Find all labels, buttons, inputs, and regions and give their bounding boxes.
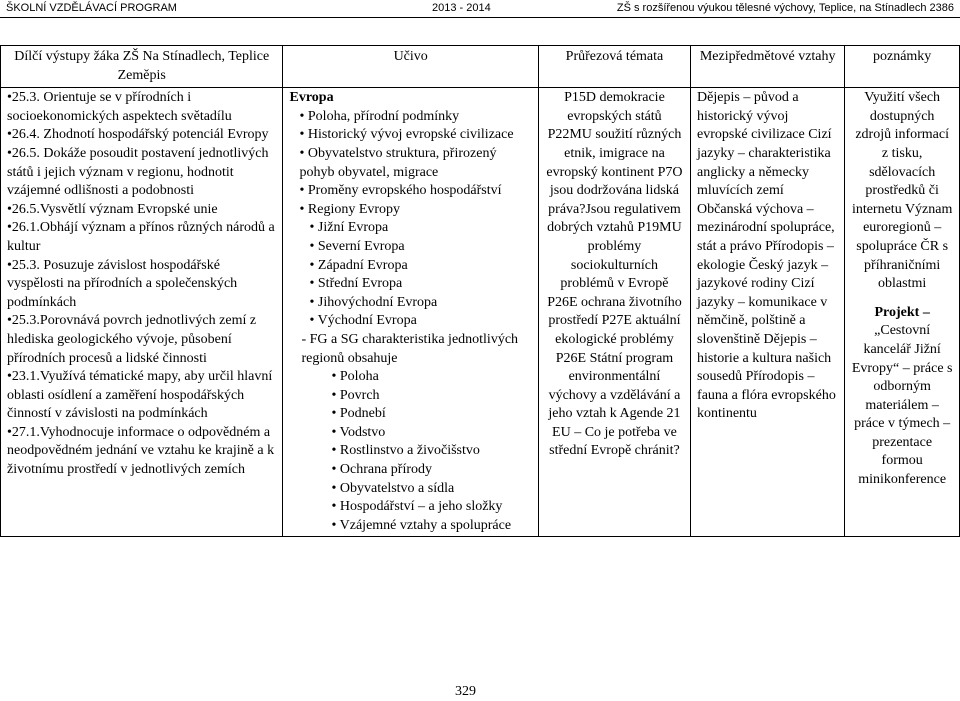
- header-school-year: 2013 - 2014: [432, 2, 491, 14]
- curriculum-table: [0, 45, 960, 537]
- header-notes: poznámky: [845, 46, 960, 88]
- header-curriculum: Učivo: [283, 46, 538, 88]
- table-row: [1, 88, 960, 537]
- outcome-item: •25.3.Porovnává povrch jednotlivých zemí z hlediska geologického vývoje, působení přírodních procesů a lidské činnosti: [7, 313, 257, 366]
- region-item: • Jihovýchodní Evropa: [289, 294, 531, 313]
- outcome-item: •25.3. Orientuje se v přírodních i socioekonomických aspektech světadílu: [7, 90, 232, 124]
- content-item: • Hospodářství – a jeho složky: [289, 498, 531, 517]
- content-item: • Obyvatelstvo a sídla: [289, 480, 531, 499]
- table-header-row: [1, 46, 960, 88]
- content-item: • Povrch: [289, 387, 531, 406]
- content-item: • Vodstvo: [289, 424, 531, 443]
- region-item: • Západní Evropa: [289, 257, 531, 276]
- curriculum-bullet: • Proměny evropského hospodářství: [289, 182, 531, 201]
- curriculum-bullet: • Regiony Evropy: [289, 201, 531, 220]
- cross-subject-cell: Dějepis – původ a historický vývoj evropské civilizace Cizí jazyky – charakteristika anglicky a německy mluvících zemí Občanská výchova – mezinárodní spolupráce, stát a právo Přírodopis – ekologie Český jazyk – jazykové rodiny Cizí jazyky – komunikace v němčině, polštině a slovenštině Dějepis – historie a kultura našich sousedů Přírodopis – fauna a flóra evropského kontinentu: [691, 88, 845, 537]
- outcome-item: •27.1.Vyhodnocuje informace o odpovědném a neodpovědném jednání ve vztahu ke krajině a k životnímu prostředí v jednotlivých zemích: [7, 424, 275, 478]
- outcomes-cell: [1, 88, 283, 537]
- outcome-item: •26.5.Vysvětlí význam Evropské unie: [7, 201, 218, 217]
- content-item: • Ochrana přírody: [289, 461, 531, 480]
- curriculum-title: Evropa: [289, 90, 334, 106]
- notes-text: Využití všech dostupných zdrojů informací z tisku, sdělovacích prostředků či internetu Význam euroregionů – spolupráce ČR s příhraničními oblastmi: [851, 90, 953, 292]
- curriculum-bullet: • Poloha, přírodní podmínky: [289, 108, 531, 127]
- region-item: • Severní Evropa: [289, 238, 531, 257]
- header-cross-themes: Průřezová témata: [538, 46, 690, 88]
- region-characteristics-line: - FG a SG charakteristika jednotlivých regionů obsahuje: [301, 331, 519, 366]
- header-divider: [0, 17, 960, 18]
- content-item: • Rostlinstvo a živočišstvo: [289, 442, 531, 461]
- content-item: • Poloha: [289, 368, 531, 387]
- page-number: 329: [455, 684, 476, 699]
- content-item: • Podnebí: [289, 405, 531, 424]
- outcome-item: •23.1.Využívá tématické mapy, aby určil hlavní oblasti osídlení a zaměření hospodářských činností v závislosti na podmínkách: [7, 369, 273, 422]
- notes-cell: [845, 88, 960, 537]
- header-cross-subject: Mezipředmětové vztahy: [691, 46, 845, 88]
- project-label: Projekt –: [874, 304, 930, 320]
- curriculum-cell: [283, 88, 538, 537]
- outcome-item: •26.1.Obhájí význam a přínos různých národů a kultur: [7, 220, 275, 254]
- header-outcomes: Dílčí výstupy žáka ZŠ Na Stínadlech, Teplice Zeměpis: [1, 46, 283, 88]
- cross-themes-cell: P15D demokracie evropských států P22MU soužití různých etnik, imigrace na evropský kontinent P7O jsou dodržována lidská práva?Jsou regulativem dobrých vztahů P19MU problémy sociokulturních problémů v Evropě P26E ochrana životního prostředí P27E aktuální ekologické problémy P26E Státní program environmentální výchovy a vzdělávání a jeho vztah k Agende 21 EU – Co je potřeba ve střední Evropě chránit?: [538, 88, 690, 537]
- region-item: • Východní Evropa: [289, 312, 531, 331]
- outcome-item: •26.4. Zhodnotí hospodářský potenciál Evropy: [7, 127, 269, 143]
- region-item: • Střední Evropa: [289, 275, 531, 294]
- curriculum-bullet: • Historický vývoj evropské civilizace: [289, 126, 531, 145]
- header-school-name: ŠKOLNÍ VZDĚLÁVACÍ PROGRAM: [6, 2, 177, 14]
- curriculum-bullet: • Obyvatelstvo struktura, přirozený pohyb obyvatel, migrace: [289, 145, 531, 182]
- header-school-full-name: ZŠ s rozšířenou výukou tělesné výchovy, Teplice, na Stínadlech 2386: [616, 2, 954, 14]
- region-item: • Jižní Evropa: [289, 219, 531, 238]
- outcome-item: •26.5. Dokáže posoudit postavení jednotlivých států i jejich význam v regionu, hodnotit vzájemné odlišnosti a podobnosti: [7, 145, 269, 199]
- page-header: [0, 0, 960, 18]
- content-item: • Vzájemné vztahy a spolupráce: [289, 517, 531, 536]
- project-text: „Cestovní kancelář Jižní Evropy“ – práce s odborným materiálem – práce v týmech – prezentace formou minikonference: [851, 323, 953, 488]
- outcome-item: •25.3. Posuzuje závislost hospodářské vyspělosti na přírodních a společenských podmínkách: [7, 257, 238, 310]
